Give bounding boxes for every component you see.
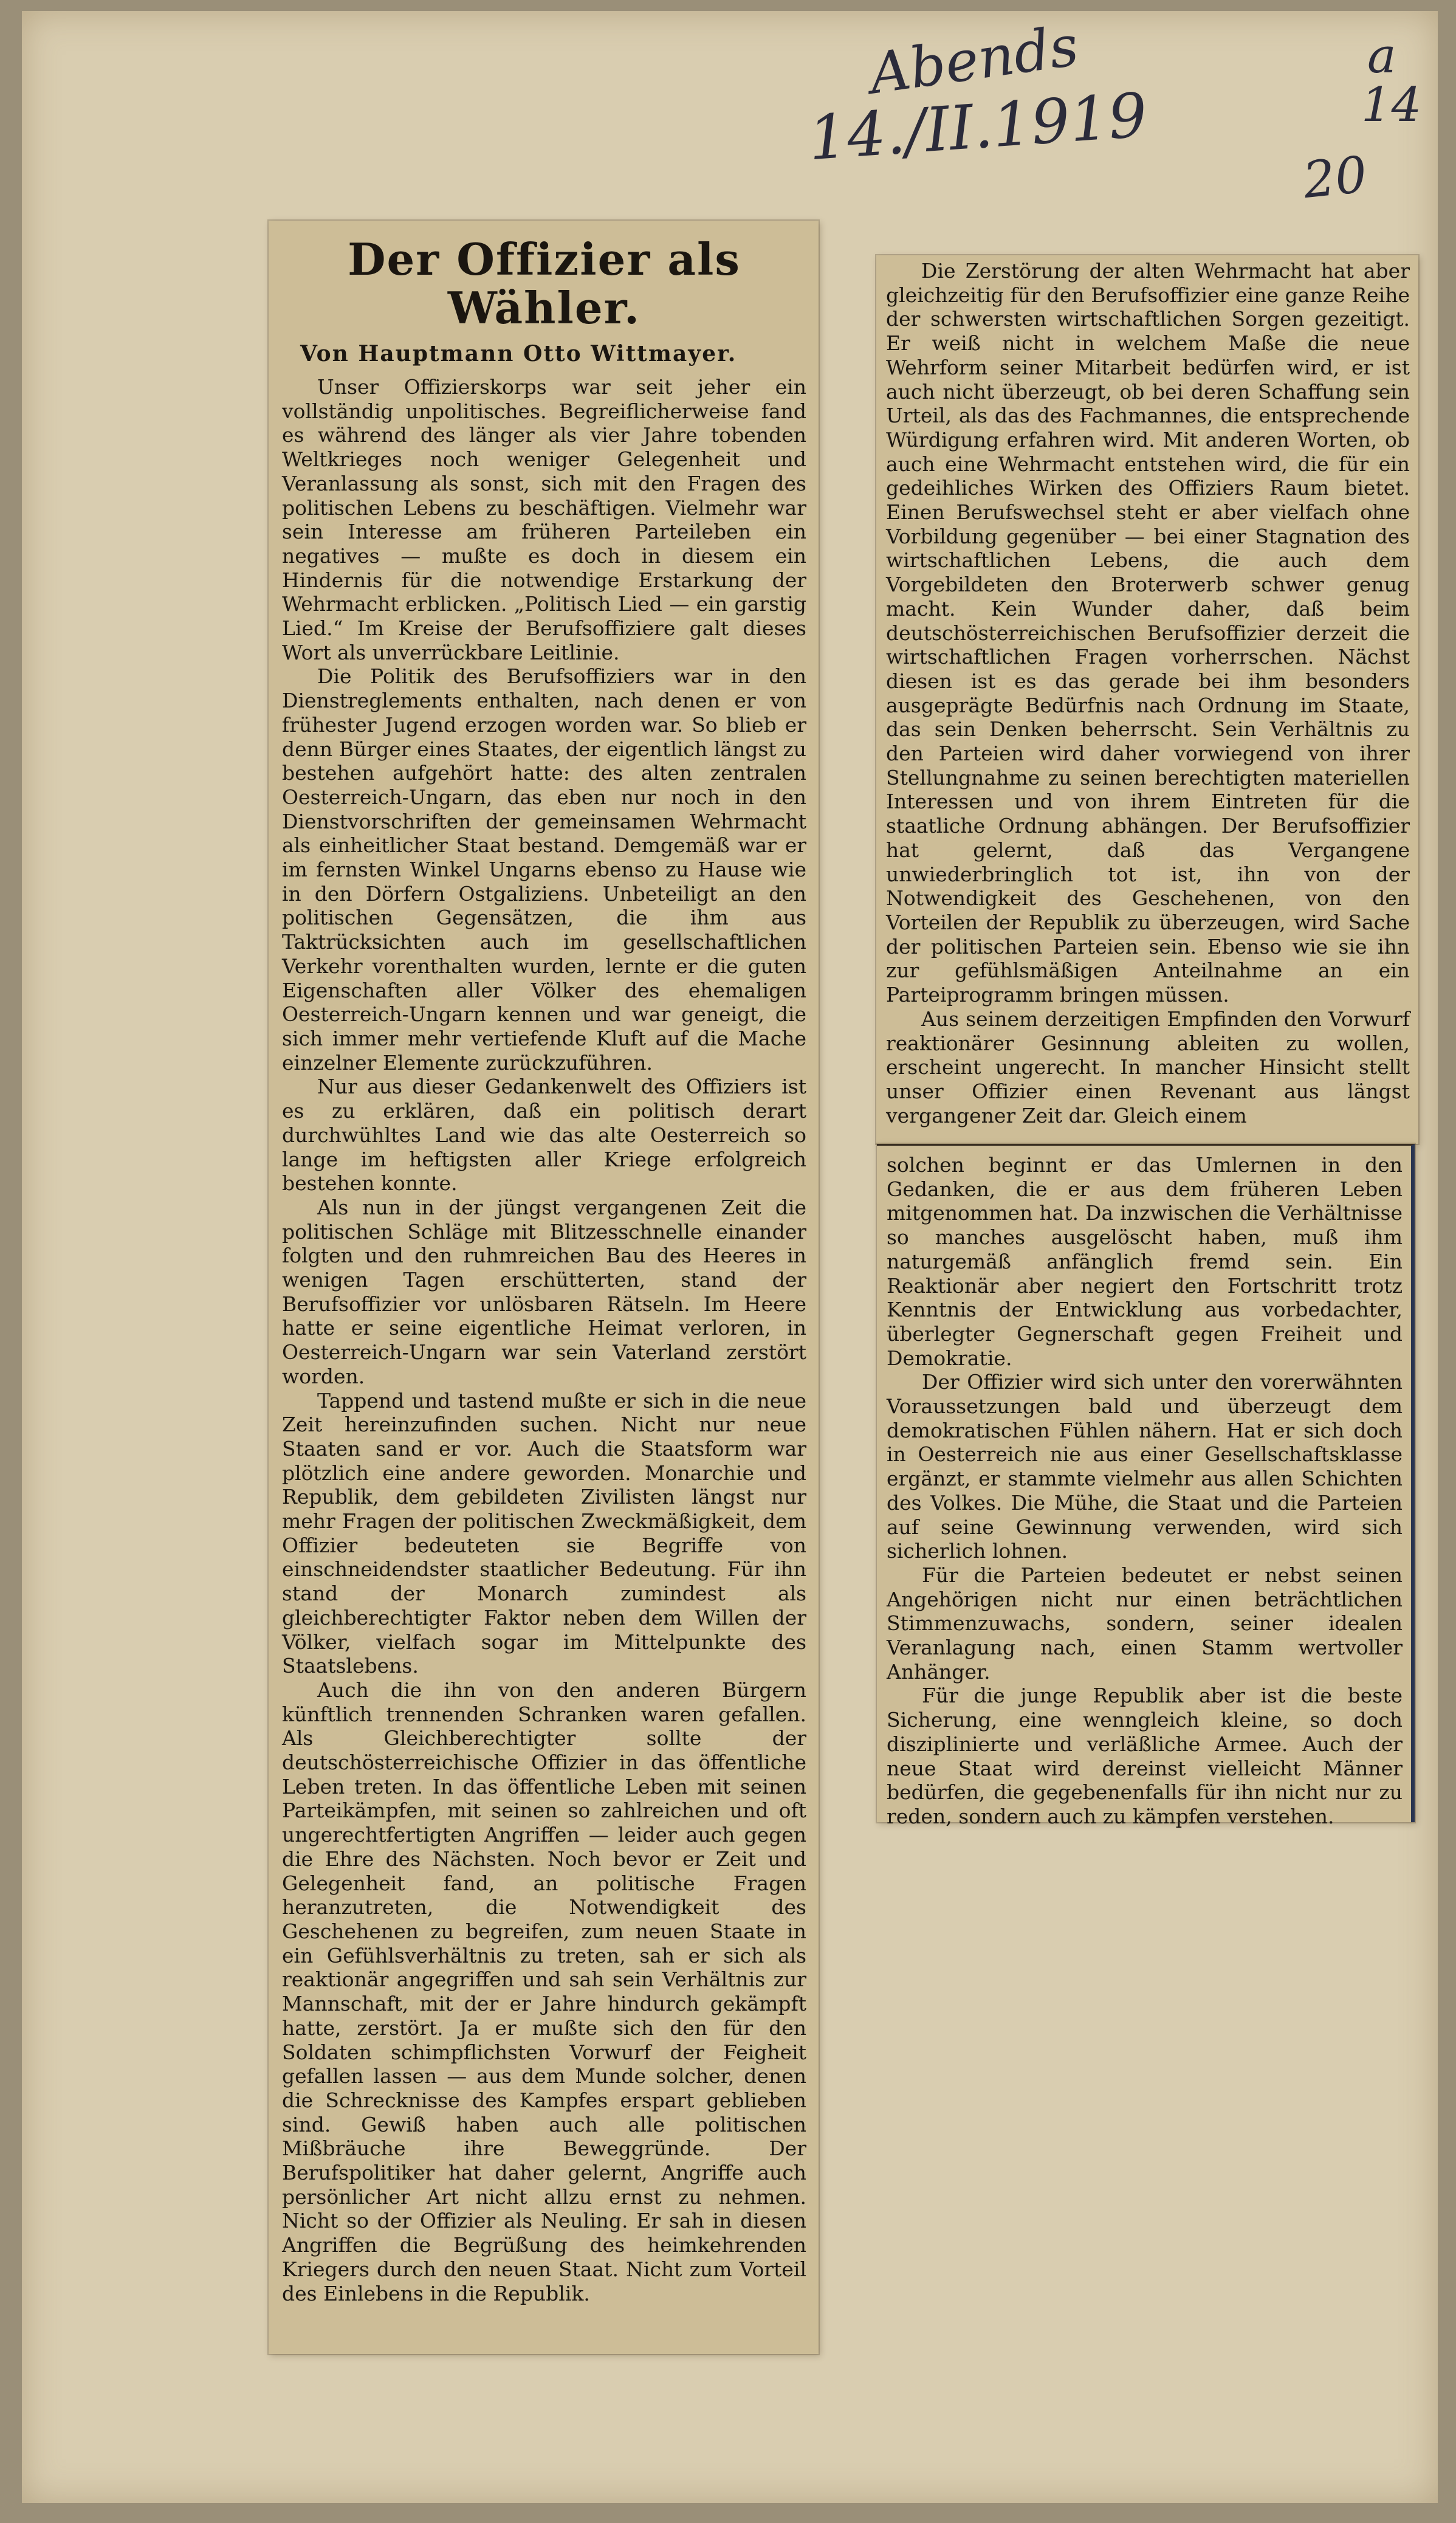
paragraph: Auch die ihn von den anderen Bürgern künftlich trennenden Schranken waren gefallen. Als Gleichberechtigter sollte der deutschösterreichische Offizier in das öffentliche Leben treten. In das öffentliche Leben mit seinen Parteikämpfen, mit seinen so zahlreichen und oft ungerechtfertigten Angriffen — leider auch gegen die Ehre des Nächsten. Noch bevor er Zeit und Gelegenheit fand, an politische Fragen heranzutreten, die Notwendigkeit des Geschehenen zu begreifen, zum neuen Staate in ein Gefühlsverhältnis zu treten, sah er sich als reaktionär angegriffen und sah sein Verhältnis zur Mannschaft, mit der er Jahre hindurch gekämpft hatte, zerstört. Ja er mußte sich den für den Soldaten schimpflichsten Vorwurf der Feigheit gefallen lassen — aus dem Munde solcher, denen die Schrecknisse des Kampfes erspart geblieben sind. Gewiß haben auch alle politischen Mißbräuche ihre Beweggründe. Der Berufspolitiker hat daher gelernt, Angriffe auch persönlicher Art nicht allzu ernst zu nehmen. Nicht so der Offizier als Neuling. Er sah in diesen Angriffen die Begrüßung des heimkehrenden Kriegers durch den neuen Staat. Nicht zum Vorteil des Einlebens in die Republik. <box>282 1678 806 2305</box>
handwritten-note-edition: Abends <box>865 13 1082 107</box>
handwritten-page-number: 20 <box>1300 145 1370 210</box>
paragraph: Aus seinem derzeitigen Empfinden den Vorwurf reaktionärer Gesinnung ableiten zu wollen, erscheint ungerecht. In mancher Hinsicht stellt unser Offizier einen Revenant aus längst vergangener Zeit dar. Gleich einem <box>886 1007 1410 1127</box>
clipping-right-column-bottom <box>877 1144 1415 1828</box>
handwritten-archive-number: 14 <box>1361 78 1422 133</box>
article-byline: Von Hauptmann Otto Wittmayer. <box>300 341 737 367</box>
handwritten-archive-letter: a <box>1367 27 1396 84</box>
paragraph: Für die junge Republik aber ist die beste Sicherung, eine wenngleich kleine, so doch disziplinierte und verläßliche Armee. Auch der neue Staat wird dereinst vielleicht Männer bedürfen, die gegebenenfalls für ihn nicht nur zu reden, sondern auch zu kämpfen verstehen. <box>887 1684 1403 1828</box>
paragraph: Der Offizier wird sich unter den vorerwähnten Voraussetzungen bald und überzeugt dem demokratischen Fühlen nähern. Hat er sich doch in Oesterreich nie aus einer Gesellschaftsklasse ergänzt, er stammte vielmehr aus allen Schichten des Volkes. Die Mühe, die Staat und die Parteien auf seine Gewinnung verwenden, wird sich sicherlich lohnen. <box>887 1370 1403 1563</box>
paragraph: Tappend und tastend mußte er sich in die neue Zeit hereinzufinden suchen. Nicht nur neue Staaten sand er vor. Auch die Staatsform war plötzlich eine andere geworden. Monarchie und Republik, dem gebildeten Zivilisten längst nur mehr Fragen der politischen Zweckmäßigkeit, dem Offizier bedeuteten sie Begriffe von einschneidendster staatlicher Bedeutung. Für ihn stand der Monarch zumindest als gleichberechtigter Faktor neben dem Willen der Völker, vielfach sogar im Mittelpunkte des Staatslebens. <box>282 1388 806 1678</box>
paragraph: Die Politik des Berufsoffiziers war in den Dienstreglements enthalten, nach denen er von frühester Jugend erzogen worden war. So blieb er denn Bürger eines Staates, der eigentlich längst zu bestehen aufgehört hatte: des alten zentralen Oesterreich-Ungarn, das eben nur noch in den Dienstvorschriften der gemeinsamen Wehrmacht als einheitlicher Staat bestand. Demgemäß war er im fernsten Winkel Ungarns ebenso zu Hause wie in den Dörfern Ostgaliziens. Unbeteiligt an den politischen Gegensätzen, die ihm aus Taktrücksichten auch im gesellschaftlichen Verkehr vorenthalten wurden, lernte er die guten Eigenschaften aller Völker des ehemaligen Oesterreich-Ungarn kennen und war geneigt, die sich immer mehr vertiefende Kluft auf die Mache einzelner Elemente zurückzuführen. <box>282 664 806 1075</box>
paragraph: Für die Parteien bedeutet er nebst seinen Angehörigen nicht nur einen beträchtlichen Stimmenzuwachs, sondern, seiner idealen Veranlagung nach, einen Stamm wertvoller Anhänger. <box>887 1563 1403 1684</box>
paragraph: Als nun in der jüngst vergangenen Zeit die politischen Schläge mit Blitzesschnelle einander folgten und den ruhmreichen Bau des Heeres in wenigen Tagen erschütterten, stand der Berufsoffizier vor unlösbaren Rätseln. Im Heere hatte er seine eigentliche Heimat verloren, in Oesterreich-Ungarn war sein Vaterland zerstört worden. <box>282 1195 806 1388</box>
clipping-right-column-top <box>876 255 1418 1144</box>
paragraph: Nur aus dieser Gedankenwelt des Offiziers ist es zu erklären, daß ein politisch derart durchwühltes Land wie das alte Oesterreich so lange im heftigsten aller Kriege erfolgreich bestehen konnte. <box>282 1075 806 1196</box>
paragraph: Unser Offizierskorps war seit jeher ein vollständig unpolitisches. Begreiflicherweise fand es während des länger als vier Jahre tobenden Weltkrieges noch weniger Gelegenheit und Veranlassung als sonst, sich mit den Fragen des politischen Lebens zu beschäftigen. Vielmehr war sein Interesse am früheren Parteileben ein negatives — mußte es doch in diesem ein Hindernis für die notwendige Erstarkung der Wehrmacht erblicken. „Politisch Lied — ein garstig Lied.“ Im Kreise der Berufsoffiziere galt dieses Wort als unverrückbare Leitlinie. <box>282 375 806 664</box>
paragraph: solchen beginnt er das Umlernen in den Gedanken, die er aus dem früheren Leben mitgenommen hat. Da inzwischen die Verhältnisse so manches ausgelöscht haben, muß ihm naturgemäß anfänglich fremd sein. Ein Reaktionär aber negiert den Fortschritt trotz Kenntnis der Entwicklung aus vorbedachter, überlegter Gegnerschaft gegen Freiheit und Demokratie. <box>887 1153 1403 1370</box>
article-headline: Der Offizier als Wähler. <box>348 233 741 334</box>
clipping-left-column <box>269 221 819 2354</box>
handwritten-date: 14./II.1919 <box>806 79 1150 174</box>
paragraph: Die Zerstörung der alten Wehrmacht hat aber gleichzeitig für den Berufsoffizier eine ganze Reihe der schwersten wirtschaftlichen Sorgen gezeitigt. Er weiß nicht in welchem Maße die neue Wehrform seiner Mitarbeit bedürfen wird, er ist auch nicht überzeugt, ob bei deren Schaffung sein Urteil, als das des Fachmannes, die entsprechende Würdigung erfahren wird. Mit anderen Worten, ob auch eine Wehrmacht entstehen wird, die für ein gedeihliches Wirken des Offiziers Raum bietet. Einen Berufswechsel steht er aber vielfach ohne Vorbildung gegenüber — bei einer Stagnation des wirtschaftlichen Lebens, die auch dem Vorgebildeten den Broterwerb schwer genug macht. Kein Wunder daher, daß beim deutschösterreichischen Berufsoffizier derzeit die wirtschaftlichen Fragen vorherrschen. Nächst diesen ist es das gerade bei ihm besonders ausgeprägte Bedürfnis nach Ordnung im Staate, das sein Denken beherrscht. Sein Verhältnis zu den Parteien wird daher vorwiegend von ihrer Stellungnahme zu seinen berechtigten materiellen Interessen und von ihrem Eintreten für die staatliche Ordnung abhängen. Der Berufsoffizier hat gelernt, daß das Vergangene unwiederbringlich tot ist, ihn von der Notwendigkeit des Geschehenen, von den Vorteilen der Republik zu überzeugen, wird Sache der politischen Parteien sein. Ebenso wie sie ihn zur gefühlsmäßigen Anteilnahme an ein Parteiprogramm bringen müssen. <box>886 259 1410 1007</box>
